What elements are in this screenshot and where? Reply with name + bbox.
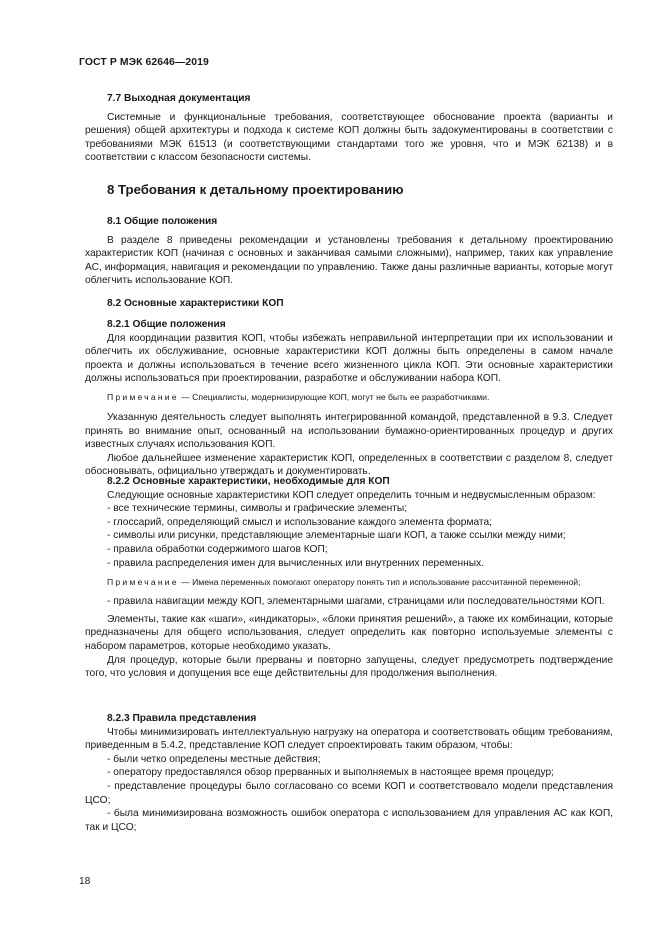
list-item: - символы или рисунки, представляющие элементарные шаги КОП, а также ссылки между ними; (107, 530, 566, 542)
note-text: — Специалисты, модернизирующие КОП, могут не быть ее разработчиками. (178, 391, 490, 402)
note (85, 576, 613, 589)
section-8-2 (85, 297, 613, 311)
heading-8: 8 Требования к детальному проектированию (107, 182, 404, 197)
section-8-2-2 (85, 475, 613, 681)
page-number: 18 (79, 876, 91, 887)
heading-8-2: 8.2 Основные характеристики КОП (107, 298, 284, 309)
heading-7-7: 7.7 Выходная документация (107, 93, 251, 104)
heading-8-1: 8.1 Общие положения (107, 216, 218, 227)
list-item: - оператору предоставлялся обзор прерванных и выполняемых в настоящее время процедур; (107, 767, 554, 779)
note-label: Примечание (107, 391, 179, 402)
paragraph: Любое дальнейшее изменение характеристик КОП, определенных в соответствии с разделом 8, следует обосновывать, официально утверждать и документировать. (85, 452, 613, 478)
list-item: - глоссарий, определяющий смысл и использование каждого элемента формата; (107, 516, 492, 528)
heading-8-2-2: 8.2.2 Основные характеристики, необходимые для КОП (107, 476, 390, 487)
section-8 (85, 182, 613, 198)
paragraph: Для процедур, которые были прерваны и повторно запущены, следует предусмотреть подтверждение того, что условия и допущения все еще действительны для продолжения выполнения. (85, 654, 613, 680)
standard-header: ГОСТ Р МЭК 62646—2019 (79, 57, 209, 68)
section-8-1 (85, 215, 613, 288)
list-item: - была минимизирована возможность ошибок оператора с использованием для управления АС как КОП, так и ЦСО; (85, 808, 613, 833)
list-item: - правила обработки содержимого шагов КОП; (107, 543, 328, 555)
section-8-2-1 (85, 318, 613, 479)
note-text: — Имена переменных помогают оператору понять тип и использование рассчитанной переменной; (178, 577, 581, 588)
paragraph: Чтобы минимизировать интеллектуальную нагрузку на оператора и соответствовать общим требованиям, приведенным в 5.4.2, представление КОП следует спроектировать таким образом, чтобы: (85, 726, 613, 752)
section-8-2-3 (85, 712, 613, 834)
list-item: - правила распределения имен для вычисленных или внутренних переменных. (107, 557, 485, 569)
paragraph: Следующие основные характеристики КОП следует определить точным и недвусмысленным образом: (107, 489, 596, 501)
note-label: Примечание (107, 577, 179, 588)
paragraph: Системные и функциональные требования, соответствующее обоснование проекта (варианты и решения) общей архитектуры и подхода к системе КОП должны быть задокументированы в соответствии с требованиями МЭК 61513 (и соответствующими стандартами того же уровня, что и МЭК 62138) и в соответствии с классом безопасности системы. (85, 111, 613, 164)
list-item: - представление процедуры было согласовано со всеми КОП и соответствовало модели представления ЦСО; (85, 780, 613, 806)
note (85, 391, 613, 404)
heading-8-2-3: 8.2.3 Правила представления (107, 713, 257, 724)
list-item: - правила навигации между КОП, элементарными шагами, страницами или последовательностями КОП. (107, 596, 605, 608)
paragraph: Указанную деятельность следует выполнять интегрированной командой, представленной в 9.3. Следует принять во внимание опыт, основанный на использовании бумажно-ориентированных процедур и других известных случаях использования КОП. (85, 411, 613, 451)
list-item: - все технические термины, символы и графические элементы; (107, 503, 408, 515)
list-item: - были четко определены местные действия; (107, 753, 321, 765)
paragraph: Элементы, такие как «шаги», «индикаторы», «блоки принятия решений», а также их комбинации, которые предназначены для общего использования, следует определить как повторно используемые элементы с набором параметров, которые необходимо указать. (85, 613, 613, 652)
section-7-7 (85, 92, 613, 165)
heading-8-2-1: 8.2.1 Общие положения (107, 319, 226, 330)
paragraph: В разделе 8 приведены рекомендации и установлены требования к детальному проектированию характеристик КОП (начиная с основных и заканчивая самыми сложными), например, таких как управление АС, информация, навигация и рекомендации по управлению. Также даны различные варианты, которые могут облегчить использование КОП. (85, 234, 613, 287)
paragraph: Для координации развития КОП, чтобы избежать неправильной интерпретации при их использовании и облегчить их обслуживание, основные характеристики КОП должны быть определены в самом начале проекта и должны использоваться в течение всего жизненного цикла КОП. Эти основные характеристики должны использоваться при проектировании, разработке и обслуживании набора КОП. (85, 332, 613, 385)
